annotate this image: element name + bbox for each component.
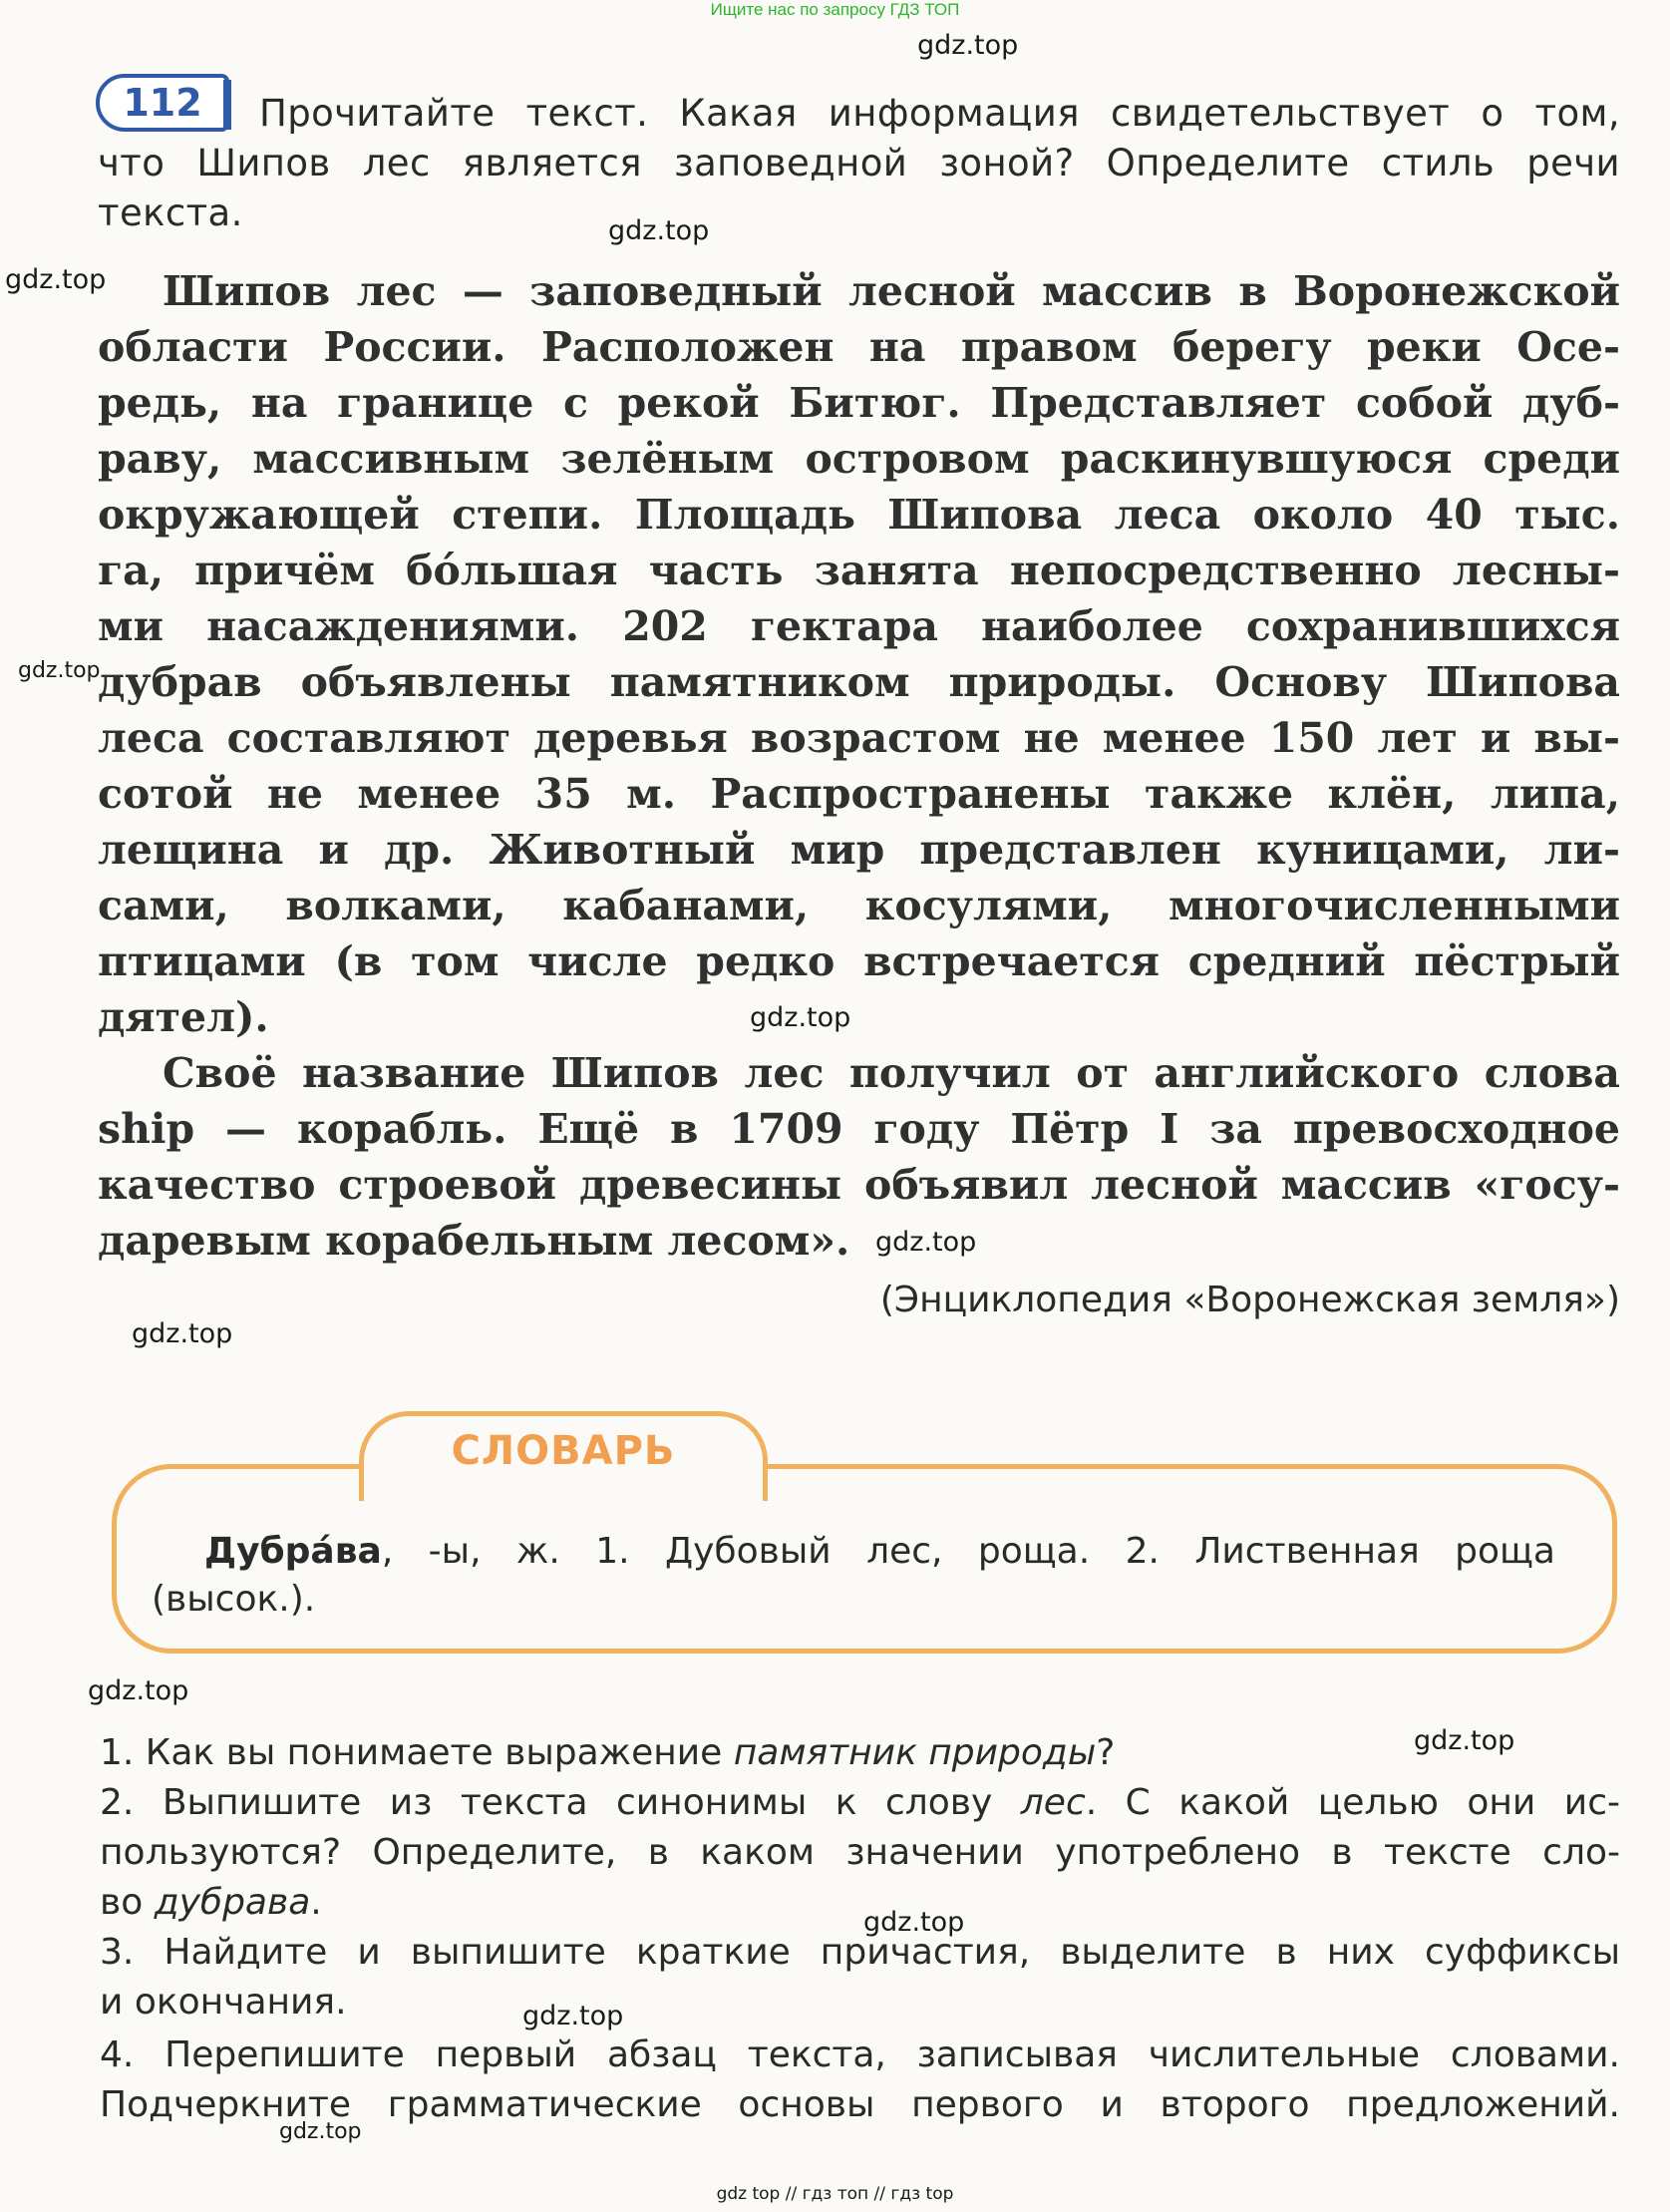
text-line: Шипов лес — заповедный лесной массив в Воронежской bbox=[163, 267, 1620, 315]
watermark: gdz.top bbox=[875, 1227, 977, 1258]
watermark: gdz.top bbox=[279, 2119, 362, 2144]
watermark: gdz.top bbox=[5, 264, 107, 295]
text-line: дятел). bbox=[98, 993, 269, 1041]
task-line: что Шипов лес является заповедной зоной? Определите стиль речи bbox=[98, 142, 1620, 184]
text-line: сотой не менее 35 м. Распространены также клён, липа, bbox=[98, 770, 1620, 818]
question-text: . bbox=[310, 1882, 322, 1923]
question-4: 4. Перепишите первый абзац текста, записывая числительные словами. bbox=[100, 2034, 1620, 2075]
dictionary-definition-cont: (высок.). bbox=[152, 1579, 316, 1620]
question-text: во bbox=[100, 1882, 155, 1923]
question-2-end bbox=[100, 1882, 322, 1923]
dictionary-entry bbox=[204, 1531, 1555, 1572]
source-citation: (Энциклопедия «Воронежская земля») bbox=[879, 1280, 1620, 1320]
dictionary-title: СЛОВАРЬ bbox=[451, 1428, 676, 1474]
task-line: Прочитайте текст. Какая информация свидетельствует о том, bbox=[259, 92, 1620, 135]
question-term: дубрава bbox=[154, 1882, 311, 1923]
question-4-cont: Подчеркните грамматические основы первого и второго предложений. bbox=[100, 2084, 1620, 2125]
text-line: редь, на границе с рекой Битюг. Представляет собой дуб- bbox=[98, 379, 1620, 427]
watermark: gdz.top bbox=[18, 658, 101, 683]
exercise-number: 112 bbox=[123, 81, 202, 125]
watermark: gdz.top bbox=[750, 1002, 851, 1033]
question-3-cont: и окончания. bbox=[100, 1982, 347, 2023]
question-text: ? bbox=[1096, 1732, 1116, 1773]
watermark: gdz.top bbox=[522, 2001, 624, 2031]
question-term: лес bbox=[1020, 1782, 1086, 1823]
exercise-number-badge bbox=[96, 74, 229, 132]
exercise-number-bar bbox=[223, 80, 231, 130]
text-line: ship — корабль. Ещё в 1709 году Пётр I за превосходное bbox=[98, 1105, 1620, 1153]
dictionary-word: Дубрáва bbox=[204, 1531, 382, 1572]
watermark: gdz.top bbox=[863, 1907, 965, 1938]
text-line: даревым корабельным лесом». bbox=[98, 1217, 850, 1265]
watermark: gdz.top bbox=[917, 30, 1019, 61]
watermark: gdz.top bbox=[132, 1318, 233, 1349]
task-line: текста. bbox=[98, 191, 243, 234]
question-1 bbox=[100, 1732, 1115, 1773]
watermark: gdz.top bbox=[88, 1675, 189, 1706]
text-line: га, причём бóльшая часть занята непосредственно лесны- bbox=[98, 547, 1620, 594]
text-line: птицами (в том числе редко встречается средний пёстрый bbox=[98, 937, 1620, 985]
text-line: качество строевой древесины объявил лесной массив «госу- bbox=[98, 1161, 1620, 1209]
footer-watermark: gdz top // гдз топ // гдз top bbox=[716, 2184, 954, 2204]
question-text: . С какой целью они ис- bbox=[1085, 1782, 1620, 1823]
watermark: gdz.top bbox=[1414, 1725, 1515, 1756]
dictionary-definition: , -ы, ж. 1. Дубовый лес, роща. 2. Лиственная роща bbox=[381, 1531, 1555, 1572]
text-line: леса составляют деревья возрастом не менее 150 лет и вы- bbox=[98, 714, 1620, 762]
question-3: 3. Найдите и выпишите краткие причастия, выделите в них суффиксы bbox=[100, 1932, 1620, 1973]
question-text: 1. Как вы понимаете выражение bbox=[100, 1732, 734, 1773]
question-2 bbox=[100, 1782, 1620, 1823]
text-line: ми насаждениями. 202 гектара наиболее сохранившихся bbox=[98, 602, 1620, 650]
text-line: дубрав объявлены памятником природы. Основу Шипова bbox=[98, 658, 1620, 706]
text-line: раву, массивным зелёным островом раскинувшуюся среди bbox=[98, 435, 1620, 483]
watermark: gdz.top bbox=[608, 215, 710, 246]
top-banner: Ищите нас по запросу ГДЗ ТОП bbox=[710, 0, 960, 19]
text-line: Своё название Шипов лес получил от английского слова bbox=[163, 1049, 1620, 1097]
text-line: окружающей степи. Площадь Шипова леса около 40 тыс. bbox=[98, 491, 1620, 539]
text-line: области России. Расположен на правом берегу реки Осе- bbox=[98, 323, 1620, 371]
question-2-cont: пользуются? Определите, в каком значении употреблено в тексте сло- bbox=[100, 1832, 1620, 1873]
question-text: 2. Выпишите из текста синонимы к слову bbox=[100, 1782, 1021, 1823]
text-line: лещина и др. Животный мир представлен куницами, ли- bbox=[98, 826, 1620, 874]
text-line: сами, волками, кабанами, косулями, многочисленными bbox=[98, 882, 1620, 929]
question-term: памятник природы bbox=[733, 1732, 1097, 1773]
